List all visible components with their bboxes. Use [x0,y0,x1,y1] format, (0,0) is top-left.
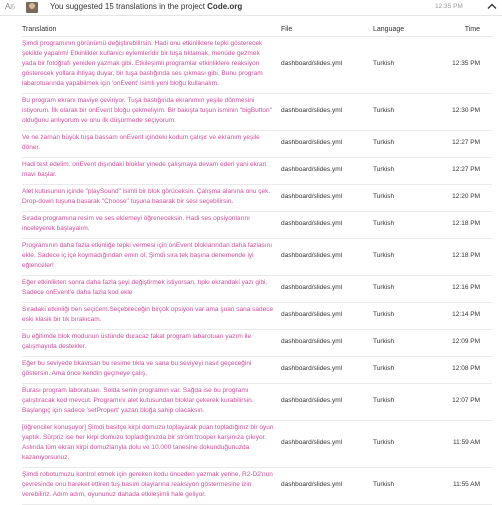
table-row[interactable] [22,384,492,421]
language-cell: Turkish [373,303,431,330]
time-cell: 12:07 PM [431,384,492,421]
column-header-file: File [281,22,373,37]
table-row[interactable] [22,158,492,185]
translation-cell[interactable]: Alet kutusunun içinde "playSound" isimli bir blok görüceksin. Çalışma alanına onu çek. Drop-down tuşuna basarak "Choose" tuşuna basarak bir sesi seçebilirsin. [22,185,281,212]
table-row[interactable] [22,212,492,239]
table-header-row [22,22,492,37]
translation-cell[interactable]: [öğrenciler konuşuyor] Şimdi basitçe kirpi domuzu toplayarak puan topladığınız bir oyun yaptık. Sürpriz ise her kirpi domuzu topladığınızda bir strom trooper karşınıza çıkıyor. Aslında tüm ekran kirpi domuzlarıyla dolu ve 10.000 tanesine dokunduğunuzda kazanıyorsunuz. [22,421,281,468]
language-cell: Turkish [373,276,431,303]
activity-summary [50,1,242,13]
file-cell: dashboard/slides.yml [281,131,373,158]
activity-timestamp: 12:35 PM [435,3,463,10]
table-row[interactable] [22,357,492,384]
time-cell: 12:09 PM [431,330,492,357]
table-row[interactable] [22,303,492,330]
chevron-up-icon [486,1,498,12]
table-row[interactable] [22,185,492,212]
translation-cell[interactable]: Programının daha fazla etkinliğe tepki vermesi için onEvent bloklarından daha fazlasını ekle. Sadece iç içe koymadığından emin ol. Şimdi sıra tek başına denemende iyi eğlenceler! [22,239,281,276]
language-cell: Turkish [373,131,431,158]
file-cell: dashboard/slides.yml [281,276,373,303]
time-cell: 12:35 PM [431,37,492,94]
time-cell: 12:14 PM [431,303,492,330]
file-cell: dashboard/slides.yml [281,212,373,239]
language-cell: Turkish [373,239,431,276]
collapse-button[interactable] [486,1,498,12]
avatar[interactable] [26,2,38,13]
time-cell: 12:08 PM [431,357,492,384]
translation-cell[interactable]: Sıradaki etkinliği ben seçicem.Seçebileceğin birçok opsiyon var ama şuan sana sadece eski klasik bir tık bırakıcam. [22,303,281,330]
language-cell: Turkish [373,357,431,384]
file-cell: dashboard/slides.yml [281,468,373,505]
translation-cell[interactable]: Sırada programına resim ve ses eklemeyi öğreneceksin. Hadi ses opsiyonlarını inceleyerek başlayalım. [22,212,281,239]
language-cell: Turkish [373,158,431,185]
translation-cell[interactable]: Ve ne zaman büyük tuşa bassam onEvent içindeki kodum çalışır ve ekranım yeşile döner. [22,131,281,158]
file-cell: dashboard/slides.yml [281,37,373,94]
time-cell: 12:18 PM [431,212,492,239]
language-cell: Turkish [373,330,431,357]
translation-cell[interactable]: Burası program laboratuarı. Solda senin programın var. Sağda ise bu programı çalıştıracak kod mevcut. Programını alet kutusundan bloklar çekerek kurabilirsin. Başlangıç için sadece 'setPropert' yazan bloğa sahip olacaksın. [22,384,281,421]
table-row[interactable] [22,276,492,303]
project-link[interactable]: Code.org [207,2,243,11]
translation-cell[interactable]: Şimdi robotumuzu kontrol etmek için gereken kodu önceden yazmak yerine, R2-D2'nun çevresinde onu hareket ettiren tuş basım olaylarına reaksiyon göstermesine izin verebiliriz. Adım adım, oyununuz dahada etkileşimli hale geliyor. [22,468,281,505]
table-row[interactable] [22,468,492,505]
file-cell: dashboard/slides.yml [281,421,373,468]
file-cell: dashboard/slides.yml [281,185,373,212]
translation-cell[interactable]: Eğer etkinlikten sonra daha fazla şeyi değiştirmek istiyorsan, tıpkı ekrandaki yazı gibi. Sadece onEvent'e daha fazla kod ekle [22,276,281,303]
column-header-translation: Translation [22,22,281,37]
column-header-time: Time [431,22,492,37]
language-cell: Turkish [373,421,431,468]
table-row[interactable] [22,330,492,357]
time-cell: 11:59 AM [431,421,492,468]
time-cell: 11:55 AM [431,468,492,505]
translate-icon: Aあ [5,2,15,11]
translation-cell[interactable]: Bu program ekranı maviye çeviriyor. Tuşa bastığında ekranımın yeşile dönmesini istiyorum. İlk olarak bir onEvent bloğu çekmeliyim. Bir bakışta tuşun isminin "bigButton" olduğunu anlıyorum ve onu ilk düşürmede seçiyorum. [22,94,281,131]
language-cell: Turkish [373,37,431,94]
summary-prefix: You suggested 15 translations in the project [50,2,208,11]
time-cell: 12:16 PM [431,276,492,303]
file-cell: dashboard/slides.yml [281,239,373,276]
file-cell: dashboard/slides.yml [281,158,373,185]
language-cell: Turkish [373,384,431,421]
time-cell: 12:30 PM [431,94,492,131]
time-cell: 12:27 PM [431,131,492,158]
table-row[interactable] [22,37,492,94]
translations-table [22,22,492,505]
time-cell: 12:20 PM [431,185,492,212]
time-cell: 12:18 PM [431,239,492,276]
file-cell: dashboard/slides.yml [281,384,373,421]
file-cell: dashboard/slides.yml [281,94,373,131]
table-row[interactable] [22,131,492,158]
translation-cell[interactable]: Hadi test edelim. onEvent dışındaki bloklar yinede çalışmaya devam ederi yani ekran mavi başlar. [22,158,281,185]
file-cell: dashboard/slides.yml [281,357,373,384]
column-header-language: Language [373,22,431,37]
translation-cell[interactable]: Şimdi programının görünümü değiştirebilirsin. Hadi onu etkinliklere tepki gösterecek şekilde yapalım! Etkinlikler kullanıcı eylemleridir bir tuşa tıklamak, menüde gezmek yada bir fotoğrafı yeniden yazmak gibi. Etkileşimli programlar etkinliklere reaksiyon gösterecek yollara ihtiyaç duyar, bir tuşa bastığında ses çıkması gibi. Bunu program labarotuarında yapabilmek için 'onEvent' isimli yeni bloğu kullanalım. [22,37,281,94]
file-cell: dashboard/slides.yml [281,330,373,357]
language-cell: Turkish [373,185,431,212]
notification-header [0,0,502,16]
time-cell: 12:27 PM [431,158,492,185]
table-row[interactable] [22,94,492,131]
translation-cell[interactable]: Eğer bu seviyede bkavrsan bu resime tıkla ve sana bu seviyeyi nasıl geçeceğini göstersin. Ama önce kendin geçmeye çalış. [22,357,281,384]
language-cell: Turkish [373,212,431,239]
table-row[interactable] [22,239,492,276]
file-cell: dashboard/slides.yml [281,303,373,330]
language-cell: Turkish [373,94,431,131]
language-cell: Turkish [373,468,431,505]
table-row[interactable] [22,421,492,468]
translation-cell[interactable]: Bu eğitimde blok modunun üstünde duracaz fakat program labarotuarı yazım ile çalışmayıda destekler. [22,330,281,357]
